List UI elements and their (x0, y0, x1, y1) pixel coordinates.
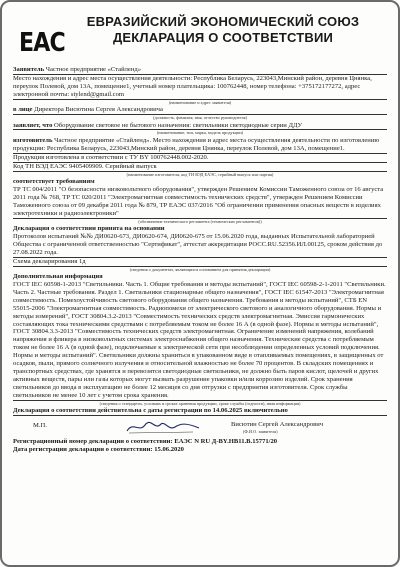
applicant-address: Место нахождения и адрес места осуществления деятельности: Республика Беларусь, 223043,Минский район, деревня Цнянка, переулок Полевой, дом 13А, помещение1, учетный номер плательщика: 100762448, номер телефона: +375172177272, адрес электронной почты: stylend@gmail.com (13, 75, 387, 100)
declares-prefix: заявляет, что (13, 121, 53, 129)
applicant-caption: (наименование и адрес заявителя) (168, 99, 232, 105)
registration-number-line (13, 438, 387, 446)
applicant-person: Директора Висютина Сергея Александровича (34, 106, 163, 114)
compliance-label (13, 178, 387, 186)
manufacturer-section (13, 137, 387, 177)
manufacturer-tnved: Код ТН ВЭД ЕАЭС 9405409909. Серийный выпуск (13, 163, 387, 172)
validity-date: 14.06.2025 включительно (212, 407, 288, 415)
applicant-name: Частное предприятие «Стайленд» (45, 66, 142, 73)
additional-text: ГОСТ IEC 60598-1-2013 "Светильники. Часть 1. Общие требования и методы испытаний", ГОСТ IEC 60598-2-1-2011 "Светильники. Часть 2. Частные требования. Раздел 1. Светильники стационарные общего назначения", ГОСТ IEC 61547-2013 "Электромагнитная совместимость. Помехоустойчивость светового оборудования общего назначения. Требования и методы испытаний", СТБ EN 55015-2006 "Электромагнитная совместимость. Радиопомехи от электрического светового и аналогичного оборудования. Нормы и методы измерений", ГОСТ 30804.3.2-2013 "Совместимость технических средств электромагнитная. Эмиссия гармонических составляющих тока техническими средствами с потребляемым током не более 16 А (в одной фазе). Нормы и методы испытаний", ГОСТ 30804.3.3-2013 "Совместимость технических средств электромагнитная. Ограничение изменений напряжения, колебаний напряжения и фликера в низковольтных системах электроснабжения общего назначения. Технические средства с потребляемым током не более 16 А (в одной фазе), подключаемые к электрической сети при несоблюдении определенных условий подключения. Нормы и методы испытаний". Светильники должны храниться в упакованном виде в отапливаемых помещениях, в защищенных от осадков, пыли, прямого солнечного излучения и относительной влажностью не более 70 процентов. В складских помещениях и транспортных средствах, где хранятся и перевозятся светодиодные светильники, не должно быть паров кислот, щелочей и других активных веществ, пары или газы которых могут вызвать разрушение упаковки и/или коррозию изделий. Срок хранения светильников до ввода в эксплуатацию не более 12 месяцев со дня отгрузки с предприятия изготовителя. Срок службы светильников не менее 10 лет с учетом срока хранения. (13, 281, 386, 399)
manufacturer-line (13, 137, 387, 154)
signature-row (13, 419, 387, 437)
stamp-mark: М.П. (33, 422, 47, 430)
additional-caption: (сведения о стандартах, условиях и сроках хранения продукции, сроке службы (годности), иная информация) (99, 400, 301, 406)
manufacturer-caption: (наименование изготовителя, код ТН ВЭД ЕАЭС, серийный выпуск или партия) (126, 171, 274, 177)
manufacturer-text: Частное предприятие «Стайленд». Место нахождения и адрес места осуществления деятельности по изготовлению продукции: Республика Беларусь, 223043,Минский район, деревня Цнянка, переулок Полевой, дом 13А, помещение1. (13, 136, 380, 152)
additional-section (13, 273, 387, 406)
handwritten-signature (123, 419, 203, 435)
title-block (65, 14, 381, 46)
manufacturer-tu: Продукция изготовлена в соответствии с ТУ BY 100762448.002-2020. (13, 154, 387, 163)
person-prefix: в лице (13, 106, 33, 114)
product-caption: (наименование, тип, марка, модель продукции) (156, 130, 244, 136)
applicant-label: Заявитель (13, 66, 45, 73)
applicant-person-line (13, 106, 387, 115)
basis-label (13, 225, 387, 233)
registration-block (13, 438, 387, 454)
registration-number: ЕАЭС N RU Д-BY.НВ11.В.15771/20 (174, 438, 278, 446)
declares-line (13, 122, 387, 131)
validity-prefix: Декларация о соответствии действительна с даты регистрации по (13, 407, 212, 415)
registration-date-label: Дата регистрации декларации о соответствии: (13, 445, 153, 453)
applicant-section (13, 66, 387, 120)
validity-line (13, 407, 387, 416)
registration-number-label: Регистрационный номер декларации о соответствии: (13, 438, 173, 446)
compliance-caption: (обозначение технического регламента (технических регламентов)) (138, 218, 262, 224)
basis-text: Протоколов испытаний №№ ДИ0620-673, ДИ0620-674, ДИ0620-675 от 15.06.2020 года, выданных Испытательной лабораторией Общества с ограниченной ответственностью "Сертификат", аттестат аккредитации РОСС.RU.52356.ИЛ.00125, сроком действия до 27.08.2022 года. (13, 233, 387, 258)
basis-caption: (сведения о документах, являющихся основанием для принятия декларации) (129, 266, 271, 272)
eac-logo: EAC (19, 28, 65, 58)
additional-label (13, 273, 387, 281)
compliance-text: ТР ТС 004/2011 "О безопасности низковольтного оборудования", утвержден Решением Комиссии Таможенного союза от 16 августа 2011 года № 768, ТР ТС 020/2011 "Электромагнитная совместимость технических средств", утвержден Решением Комиссии Таможенного союза от 09 декабря 2011 года № 879, ТР ЕАЭС 037/2016 "Об ограничении применения опасных веществ в изделиях электротехники и радиоэлектроники" (13, 186, 387, 219)
applicant-line (13, 66, 387, 75)
basis-label-text: Декларация о соответствии принята на основании (13, 225, 165, 233)
registration-date-line (13, 446, 387, 454)
basis-scheme: Схема декларирования 1д (13, 258, 387, 267)
product-name: Оборудование световое не бытового назначения: светильники светодиодные серии ДДУ (54, 121, 303, 129)
person-caption: (должность, фамилия, имя, отчество руководителя) (153, 115, 247, 121)
compliance-section (13, 178, 387, 224)
registration-date: 15.06.2020 (154, 445, 184, 453)
declares-section (13, 122, 387, 136)
compliance-label-text: соответствует требованиям (13, 178, 95, 186)
additional-label-text: Дополнительная информация (13, 273, 103, 281)
declaration-title: ДЕКЛАРАЦИЯ О СООТВЕТСТВИИ (112, 30, 334, 45)
manufacturer-prefix: изготовитель (13, 136, 53, 144)
basis-section (13, 225, 387, 272)
document-header (13, 10, 387, 66)
union-title: ЕВРАЗИЙСКИЙ ЭКОНОМИЧЕСКИЙ СОЮЗ (86, 14, 360, 29)
signer-caption: (Ф.И.О. заявителя) (243, 429, 278, 435)
signer-name: Висютин Сергей Александрович (231, 421, 324, 429)
